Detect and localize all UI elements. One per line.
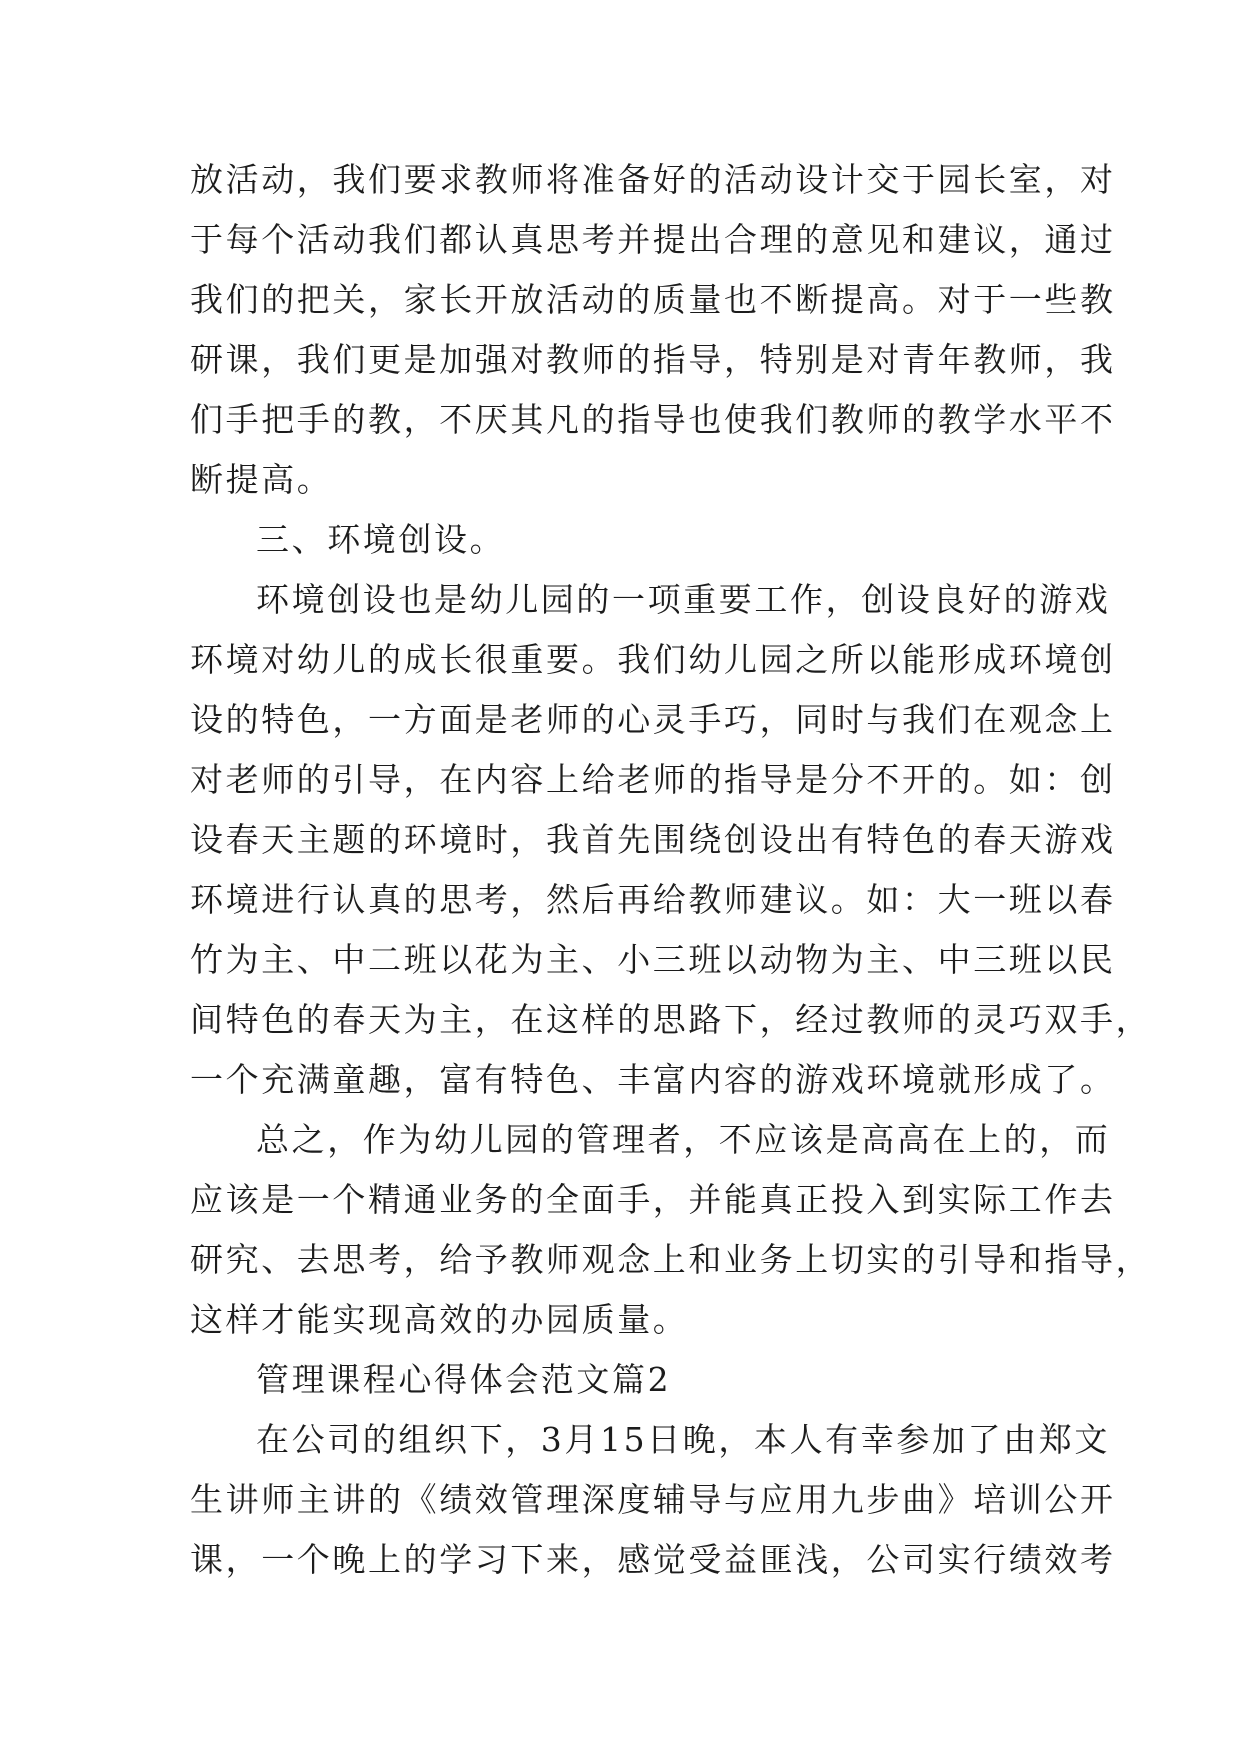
paragraph-line: 对老师的引导，在内容上给老师的指导是分不开的。如：创 (190, 760, 1116, 799)
paragraph-line: 我们的把关，家长开放活动的质量也不断提高。对于一些教 (190, 280, 1116, 319)
paragraph-line: 断提高。 (190, 460, 333, 499)
paragraph-line: 设的特色，一方面是老师的心灵手巧，同时与我们在观念上 (190, 700, 1116, 739)
paragraph-line: 间特色的春天为主，在这样的思路下，经过教师的灵巧双手， (190, 1000, 1152, 1039)
paragraph-line: 课，一个晚上的学习下来，感觉受益匪浅，公司实行绩效考 (190, 1540, 1116, 1579)
paragraph-line: 于每个活动我们都认真思考并提出合理的意见和建议，通过 (190, 220, 1116, 259)
section-heading: 管理课程心得体会范文篇2 (256, 1360, 672, 1399)
paragraph-line: 研究、去思考，给予教师观念上和业务上切实的引导和指导， (190, 1240, 1152, 1279)
paragraph-line: 设春天主题的环境时，我首先围绕创设出有特色的春天游戏 (190, 820, 1116, 859)
paragraph-line: 环境创设也是幼儿园的一项重要工作，创设良好的游戏 (256, 580, 1111, 619)
paragraph-line: 放活动，我们要求教师将准备好的活动设计交于园长室，对 (190, 160, 1116, 199)
paragraph-line: 应该是一个精通业务的全面手，并能真正投入到实际工作去 (190, 1180, 1116, 1219)
paragraph-line: 们手把手的教，不厌其凡的指导也使我们教师的教学水平不 (190, 400, 1116, 439)
section-heading: 三、环境创设。 (256, 520, 506, 559)
paragraph-line: 在公司的组织下，3月15日晚，本人有幸参加了由郑文 (256, 1420, 1110, 1459)
paragraph-line: 生讲师主讲的《绩效管理深度辅导与应用九步曲》培训公开 (190, 1480, 1116, 1519)
paragraph-line: 环境对幼儿的成长很重要。我们幼儿园之所以能形成环境创 (190, 640, 1116, 679)
paragraph-line: 一个充满童趣，富有特色、丰富内容的游戏环境就形成了。 (190, 1060, 1116, 1099)
paragraph-line: 总之，作为幼儿园的管理者，不应该是高高在上的，而 (256, 1120, 1111, 1159)
paragraph-line: 竹为主、中二班以花为主、小三班以动物为主、中三班以民 (190, 940, 1116, 979)
paragraph-line: 研课，我们更是加强对教师的指导，特别是对青年教师，我 (190, 340, 1116, 379)
document-body (190, 150, 1152, 1590)
paragraph-line: 这样才能实现高效的办园质量。 (190, 1300, 689, 1339)
paragraph-line: 环境进行认真的思考，然后再给教师建议。如：大一班以春 (190, 880, 1116, 919)
